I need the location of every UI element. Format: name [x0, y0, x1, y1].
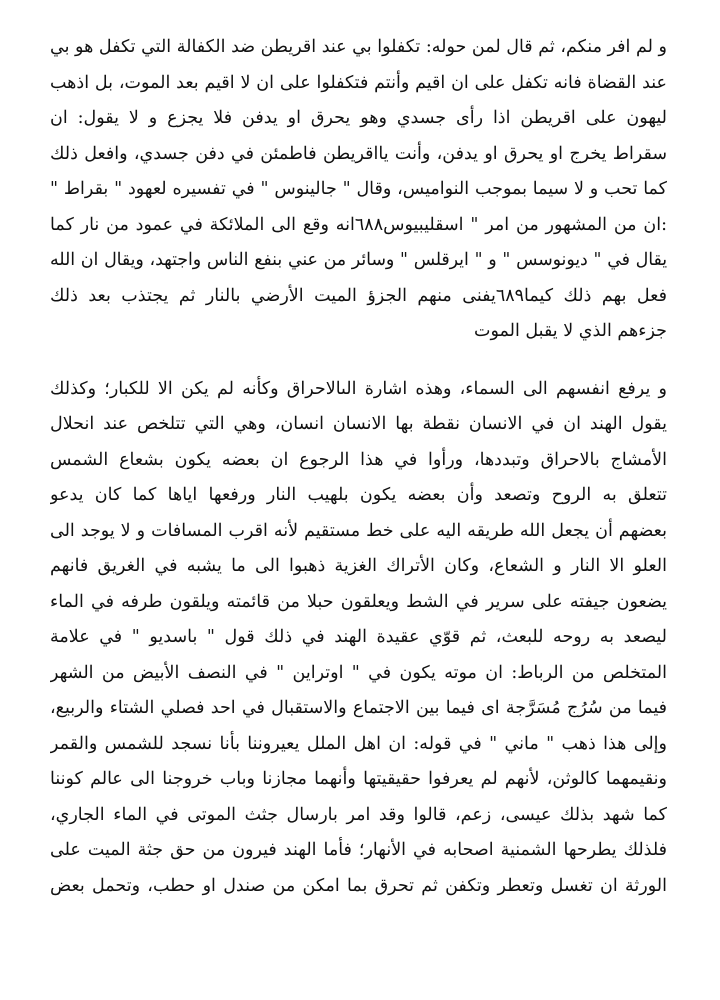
text-line: فعل بهم ذلك كيما٦٨٩يفنى منهم الجزؤ الميت الأرضي بالنار ثم يجتذب بعد ذلك [50, 285, 667, 306]
text-line: ليصعد به روحه للبعث، ثم قوّي عقيدة الهند في ذلك قول " باسديو " في علامة [50, 627, 667, 647]
text-line: يضعون جيفته على سرير في الشط ويعلقون حبلا من قائمته ويلقون طرفه في الماء [50, 591, 667, 612]
text-line: يقول الهند ان في الانسان نقطة بها الانسان انسان، وهي التي تتلخص عند انحلال [50, 414, 667, 434]
text-line: سقراط يخرج او يحرق او يدفن، وأنت يااقريطن فاطمئن في دفن جسدي، وافعل ذلك [50, 143, 667, 164]
text-line: :ان من المشهور من امر " اسقليبيوس٦٨٨انه وقع الى الملائكة في عمود من نار كما [50, 214, 667, 235]
text-line: كما تحب و لا سيما بموجب النواميس، وقال " جالينوس " في تفسيره لعهود " بقراط " [50, 179, 667, 199]
paragraph-2 [50, 372, 667, 905]
text-line: عند القضاة فانه تكفل على ان اقيم وأنتم فتكفلوا على ان لا اقيم بعد الموت، بل اذهب [50, 72, 667, 93]
text-line: يقال في " ديونوسس " و " ايرقلس " وسائر من عني بنفع الناس واجتهد، ويقال ان الله [50, 250, 667, 270]
text-line: بعضهم أن يجعل الله طريقه اليه على خط مستقيم لأنه اقرب المسافات و لا يوجد الى [50, 520, 667, 541]
text-line: و لم افر منكم، ثم قال لمن حوله: تكفلوا بي عند اقريطن ضد الكفالة التي تكفل هو بي [50, 37, 667, 57]
text-line: تتعلق به الروح وتصعد وأن بعضه يكون بلهيب النار ورفعها اياها كما كان يدعو [50, 485, 667, 505]
text-line: و يرفع انفسهم الى السماء، وهذه اشارة الىالاحراق وكأنه لم يكن الا للكبار؛ وكذلك [50, 378, 667, 399]
text-line: ليهون على اقريطن اذا رأى جسدي وهو يحرق او يدفن فلا يجزع و لا يقول: ان [50, 108, 667, 128]
text-line: الأمشاج بالاحراق وتبددها، ورأوا في هذا الرجوع ان بعضه يكون بشعاع الشمس [50, 449, 667, 470]
text-line: جزءهم الذي لا يقبل الموت [474, 321, 667, 341]
text-line: وإلى هذا ذهب " ماني " في قوله: ان اهل الملل يعيروننا بأنا نسجد للشمس والقمر [50, 733, 667, 754]
text-line: ونقيمهما كالوثن، لأنهم لم يعرفوا حقيقيتها وأنهما مجازنا وباب خروجنا الى عالم كوننا [50, 769, 667, 789]
text-line: المتخلص من الرباط: ان موته يكون في " اوتراين " في النصف الأبيض من الشهر [50, 662, 667, 683]
text-line: العلو الا النار و الشعاع، وكان الأتراك الغزية ذهبوا الى ما يشبه في الغريق فانهم [50, 556, 667, 576]
text-line: فيما من سُرُج مُسَرَّجة اى فيما بين الاجتماع والاستقبال في احد فصلي الشتاء والربيع، [50, 698, 667, 718]
paragraph-1 [50, 30, 667, 350]
text-line: الورثة ان تغسل وتعطر وتكفن ثم تحرق بما امكن من صندل او حطب، وتحمل بعض [50, 875, 667, 896]
text-line: كما شهد بذلك عيسى، زعم، قالوا وقد امر بارسال جثث الموتى في الماء الجاري، [50, 804, 667, 825]
document-page [50, 30, 667, 904]
text-line: فلذلك يطرحها الشمنية اصحابه في الأنهار؛ فأما الهند فيرون من حق جثة الميت على [50, 840, 667, 860]
